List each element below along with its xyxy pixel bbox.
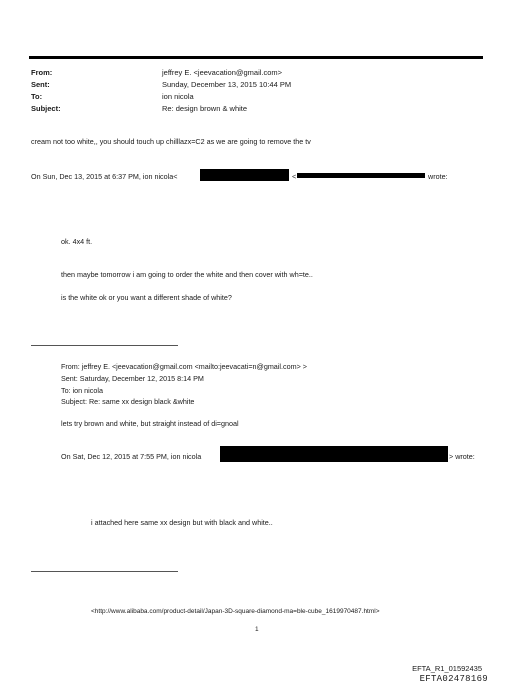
quote-wrote-2: > wrote: (449, 452, 475, 461)
forwarded-sent: Sent: Saturday, December 12, 2015 8:14 PM (61, 374, 204, 383)
separator-rule (31, 345, 178, 346)
from-value: jeffrey E. <jeevacation@gmail.com> (162, 68, 283, 77)
forwarded-body: lets try brown and white, but straight instead of di=gnoal (61, 419, 239, 428)
to-label: To: (31, 92, 43, 101)
redaction-block (297, 173, 425, 178)
forwarded-subject: Subject: Re: same xx design black &white (61, 397, 195, 406)
to-value: ion nicola (162, 92, 194, 101)
subject-value: Re: design brown & white (162, 104, 248, 113)
redaction-block (200, 169, 289, 181)
header-top-rule (29, 56, 483, 59)
bates-number-1: EFTA_R1_01592435 (412, 664, 482, 673)
quote-intro-1: On Sun, Dec 13, 2015 at 6:37 PM, ion nicola< (31, 172, 178, 181)
quote-lt-1: < (292, 172, 297, 181)
page-number: 1 (255, 626, 259, 633)
subject-label: Subject: (31, 104, 61, 113)
product-link[interactable]: <http://www.alibaba.com/product-detail/Japan-3D-square-diamond-ma=ble-cube_1619970487.html> (91, 608, 380, 615)
sent-label: Sent: (31, 80, 50, 89)
forwarded-from: From: jeffrey E. <jeevacation@gmail.com <mailto:jeevacati=n@gmail.com> > (61, 362, 307, 371)
reply-line: is the white ok or you want a different shade of white? (61, 293, 232, 302)
message-line: cream not too white,, you should touch up chilllazx=C2 as we are going to remove the tv (31, 137, 311, 146)
reply-line: then maybe tomorrow i am going to order the white and then cover with wh=te.. (61, 270, 313, 279)
redaction-block (220, 446, 448, 462)
sent-value: Sunday, December 13, 2015 10:44 PM (162, 80, 292, 89)
separator-rule (31, 571, 178, 572)
quote-intro-2: On Sat, Dec 12, 2015 at 7:55 PM, ion nicola (61, 452, 202, 461)
bates-number-2: EFTA02478169 (419, 674, 488, 684)
quote-wrote-1: wrote: (428, 172, 448, 181)
forwarded-to: To: ion nicola (61, 386, 103, 395)
reply-line: ok. 4x4 ft. (61, 237, 93, 246)
reply-line: i attached here same xx design but with black and white.. (91, 518, 273, 527)
from-label: From: (31, 68, 53, 77)
